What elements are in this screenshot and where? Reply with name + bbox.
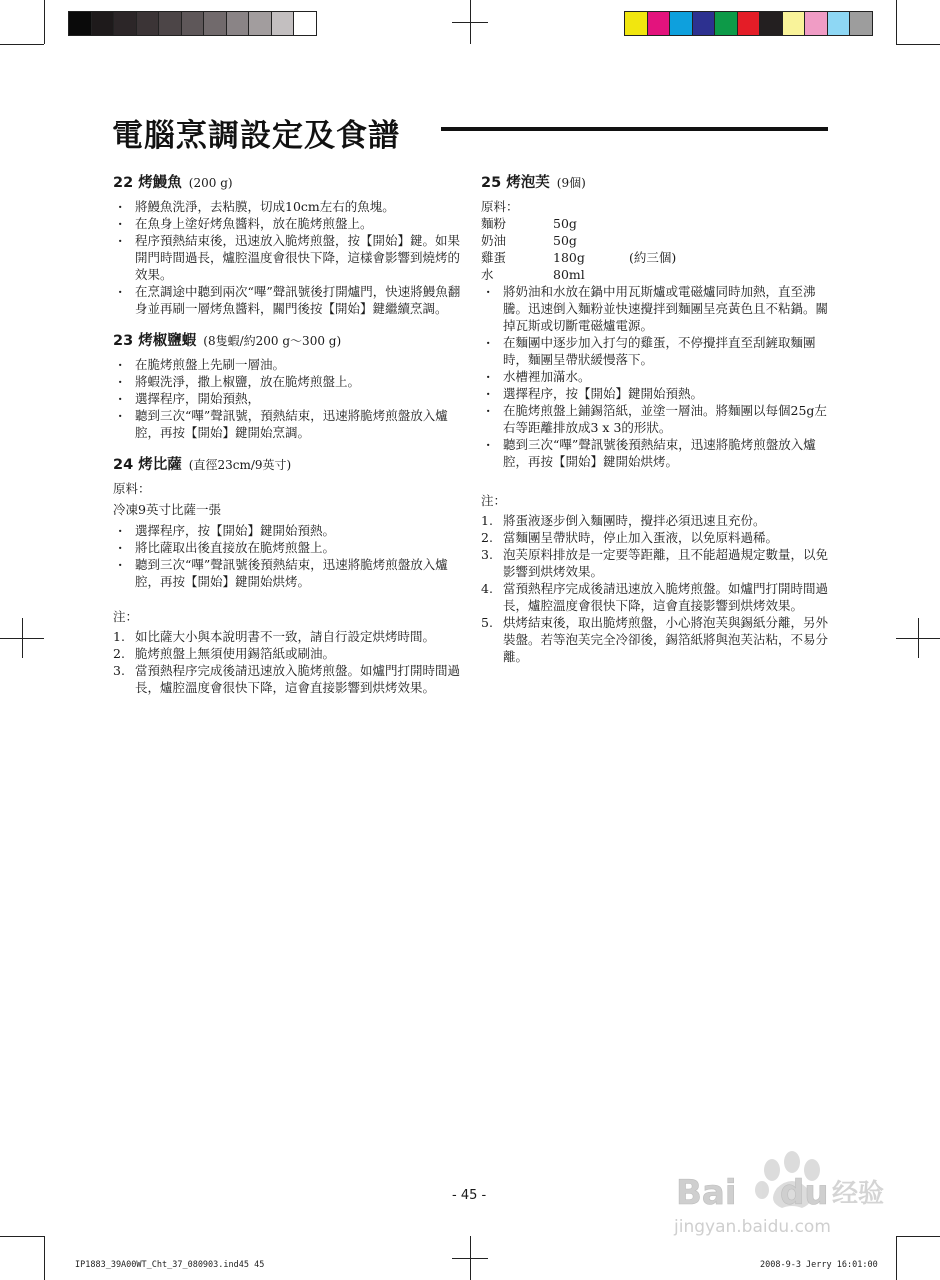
color-swatch — [136, 12, 159, 35]
right-column — [481, 175, 829, 681]
step-item: · 程序預熱結束後，迅速放入脆烤煎盤，按【開始】鍵。如果開門時間過長，爐腔溫度會很快下降，這樣會影響到燒烤的效果。 — [113, 232, 461, 283]
ingredient-row — [481, 215, 829, 232]
color-swatch — [226, 12, 249, 35]
step-item: · 聽到三次“嗶”聲訊號，預熱結束，迅速將脆烤煎盤放入爐腔，再按【開始】鍵開始烹調。 — [113, 407, 461, 441]
note-text: 烘烤結束後，取出脆烤煎盤，小心將泡芙與錫紙分離，另外裝盤。若等泡芙完全冷卻後，錫箔紙將與泡芙沾粘，不易分離。 — [503, 615, 829, 664]
step-item: · 聽到三次“嗶”聲訊號後預熱結束，迅速將脆烤煎盤放入爐腔，再按【開始】鍵開始烘烤。 — [113, 556, 461, 590]
note-text: 將蛋液逐步倒入麵團時，攪拌必須迅速且充份。 — [503, 513, 766, 528]
color-swatch — [203, 12, 226, 35]
recipe-quantity: (200 g) — [188, 176, 233, 190]
crop-mark — [896, 0, 897, 44]
color-swatch — [248, 12, 271, 35]
recipe-23 — [113, 333, 461, 441]
step-item: · 將鰻魚洗淨，去粘膜，切成10cm左右的魚塊。 — [113, 198, 461, 215]
grayscale-color-bar — [68, 11, 317, 36]
color-swatch — [782, 12, 805, 35]
color-swatch — [849, 12, 872, 35]
recipe-quantity: (8隻蝦/約200 g～300 g) — [203, 334, 342, 348]
step-item: · 在魚身上塗好烤魚醬料，放在脆烤煎盤上。 — [113, 215, 461, 232]
crop-mark — [0, 1236, 44, 1237]
note-number: 1. — [481, 513, 493, 528]
crop-mark — [0, 44, 44, 45]
step-list — [113, 356, 461, 441]
ingredient-amount: 50g — [553, 233, 577, 248]
step-item: · 選擇程序，開始預熱， — [113, 390, 461, 407]
note-number: 2. — [113, 646, 125, 661]
color-swatch — [692, 12, 715, 35]
note-item — [113, 645, 461, 662]
note-text: 如比薩大小與本說明書不一致，請自行設定烘烤時間。 — [135, 629, 436, 644]
ingredients-label: 原料： — [481, 199, 519, 214]
ingredients-label: 原料： — [113, 481, 151, 496]
registration-mark — [22, 618, 23, 658]
step-item: · 在脆烤煎盤上先刷一層油。 — [113, 356, 461, 373]
color-swatch — [827, 12, 850, 35]
color-swatch — [759, 12, 782, 35]
notes-list — [481, 512, 829, 665]
color-swatch — [69, 12, 91, 35]
note-text: 當麵團呈帶狀時，停止加入蛋液，以免原料過稀。 — [503, 530, 779, 545]
svg-text:Bai: Bai — [676, 1173, 737, 1213]
ingredient-note: (約三個) — [629, 250, 677, 265]
step-item: · 在脆烤煎盤上鋪錫箔紙，並塗一層油。將麵團以每個25g左右等距離排放成3 x 3的形狀。 — [481, 402, 829, 436]
step-list — [113, 522, 461, 590]
ingredient-row — [481, 232, 829, 249]
note-text: 脆烤煎盤上無須使用錫箔紙或刷油。 — [135, 646, 336, 661]
note-item — [481, 529, 829, 546]
crop-mark — [44, 0, 45, 44]
recipe-25 — [481, 175, 829, 665]
note-text: 當預熱程序完成後請迅速放入脆烤煎盤。如爐門打開時間過長，爐腔溫度會很快下降，這會直接影響到烘烤效果。 — [503, 581, 829, 613]
recipe-heading — [113, 175, 461, 192]
footer-timestamp: 2008-9-3 Jerry 16:01:00 — [760, 1260, 878, 1270]
crop-mark — [896, 1236, 897, 1280]
note-text: 當預熱程序完成後請迅速放入脆烤煎盤。如爐門打開時間過長，爐腔溫度會很快下降，這會直接影響到烘烤效果。 — [135, 663, 461, 695]
page-number: - 45 - — [452, 1188, 487, 1203]
color-swatch — [737, 12, 760, 35]
ingredient-name: 雞蛋 — [481, 250, 507, 265]
note-number: 2. — [481, 530, 493, 545]
footer-file-info: IP1883_39A00WT_Cht_37_080903.ind45 45 — [75, 1260, 265, 1270]
ingredient-name: 奶油 — [481, 233, 507, 248]
color-swatch — [669, 12, 692, 35]
color-swatch — [293, 12, 316, 35]
color-swatch — [113, 12, 136, 35]
note-item — [113, 662, 461, 696]
note-number: 4. — [481, 581, 493, 596]
crop-mark — [896, 44, 940, 45]
color-swatch — [158, 12, 181, 35]
note-number: 1. — [113, 629, 125, 644]
step-item: · 選擇程序，按【開始】鍵開始預熱。 — [481, 385, 829, 402]
title-rule — [441, 127, 828, 131]
registration-mark — [452, 1258, 488, 1259]
watermark-url: jingyan.baidu.com — [674, 1217, 831, 1237]
note-item — [481, 512, 829, 529]
crop-mark — [44, 1236, 45, 1280]
ingredient-table — [481, 215, 829, 283]
step-item: · 將比薩取出後直接放在脆烤煎盤上。 — [113, 539, 461, 556]
color-swatch — [271, 12, 294, 35]
notes-list — [113, 628, 461, 696]
recipe-title: 25 烤泡芙 — [481, 175, 550, 191]
ingredient-line: 冷凍9英寸比薩一張 — [113, 502, 221, 517]
color-swatch — [804, 12, 827, 35]
step-item: · 將奶油和水放在鍋中用瓦斯爐或電磁爐同時加熱，直至沸騰。迅速倒入麵粉並快速攪拌到麵團呈亮黃色且不粘鍋。關掉瓦斯或切斷電磁爐電源。 — [481, 283, 829, 334]
svg-text:du: du — [780, 1173, 829, 1213]
recipe-22 — [113, 175, 461, 317]
note-number: 5. — [481, 615, 493, 630]
left-column — [113, 175, 461, 712]
recipe-heading — [113, 333, 461, 350]
ingredient-amount: 180g — [553, 250, 585, 265]
step-list — [113, 198, 461, 317]
ingredient-amount: 50g — [553, 216, 577, 231]
color-swatch — [714, 12, 737, 35]
note-number: 3. — [481, 547, 493, 562]
recipe-title: 24 烤比薩 — [113, 457, 182, 473]
notes-label: 注： — [481, 493, 507, 508]
recipe-title: 23 烤椒鹽蝦 — [113, 333, 197, 349]
step-item: · 在麵團中逐步加入打勻的雞蛋，不停攪拌直至刮鏟取麵團時，麵團呈帶狀緩慢落下。 — [481, 334, 829, 368]
step-item: · 水槽裡加滿水。 — [481, 368, 829, 385]
note-item — [481, 580, 829, 614]
step-item: · 聽到三次“嗶”聲訊號後預熱結束，迅速將脆烤煎盤放入爐腔，再按【開始】鍵開始烘烤。 — [481, 436, 829, 470]
note-item — [113, 628, 461, 645]
ingredient-amount: 80ml — [553, 267, 585, 282]
step-list — [481, 283, 829, 470]
note-item — [481, 614, 829, 665]
recipe-title: 22 烤鰻魚 — [113, 175, 182, 191]
note-text: 泡芙原料排放是一定要等距離，且不能超過規定數量，以免影響到烘烤效果。 — [503, 547, 829, 579]
step-item: · 在烹調途中聽到兩次“嗶”聲訊號後打開爐門，快速將鰻魚翻身並再刷一層烤魚醬料，關門後按【開始】鍵繼續烹調。 — [113, 283, 461, 317]
ingredient-row — [481, 266, 829, 283]
ingredient-name: 麵粉 — [481, 216, 507, 231]
page-title: 電腦烹調設定及食譜 — [112, 118, 400, 154]
note-number: 3. — [113, 663, 125, 678]
process-color-bar — [624, 11, 873, 36]
notes-label: 注： — [113, 609, 139, 624]
recipe-heading — [481, 175, 829, 192]
recipe-24 — [113, 457, 461, 696]
ingredient-row — [481, 249, 829, 266]
baidu-jingyan-watermark — [672, 1140, 912, 1240]
recipe-heading — [113, 457, 461, 474]
color-swatch — [181, 12, 204, 35]
svg-text:经验: 经验 — [832, 1179, 885, 1209]
ingredient-name: 水 — [481, 267, 494, 282]
recipe-quantity: (9個) — [556, 176, 586, 190]
registration-mark — [452, 22, 488, 23]
registration-mark — [918, 618, 919, 658]
color-swatch — [91, 12, 114, 35]
step-item: · 將蝦洗淨，撒上椒鹽，放在脆烤煎盤上。 — [113, 373, 461, 390]
step-item: · 選擇程序，按【開始】鍵開始預熱。 — [113, 522, 461, 539]
note-item — [481, 546, 829, 580]
recipe-quantity: (直徑23cm/9英寸) — [188, 458, 292, 472]
color-swatch — [625, 12, 647, 35]
color-swatch — [647, 12, 670, 35]
